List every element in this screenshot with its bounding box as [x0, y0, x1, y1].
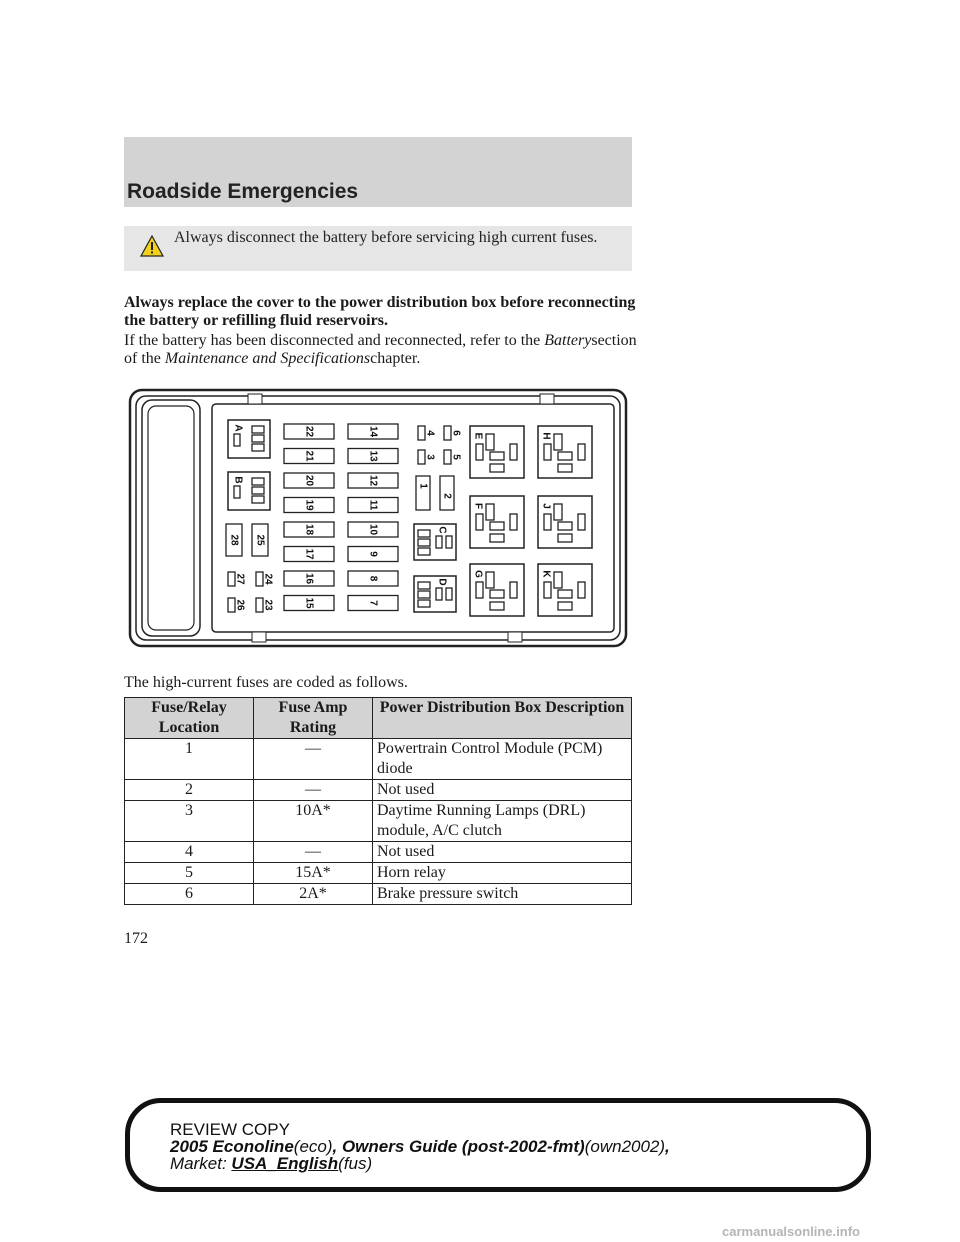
- relay-label-j: J: [540, 503, 552, 509]
- page-number: 172: [124, 930, 148, 947]
- footer-watermark-url: carmanualsonline.info: [722, 1224, 860, 1239]
- fuse-24: [256, 572, 263, 586]
- fuse-6: [444, 426, 451, 440]
- fuse-4: [418, 426, 425, 440]
- relay-label-c: C: [436, 526, 448, 534]
- warning-text: Always disconnect the battery before servicing high current fuses.: [174, 229, 598, 246]
- table-row: 2 — Not used: [125, 780, 632, 801]
- table-header-row: [125, 698, 632, 739]
- relay-label-a: A: [232, 424, 244, 432]
- table-intro: The high-current fuses are coded as follows.: [124, 674, 408, 691]
- warning-box: [124, 226, 632, 271]
- fuse-5: [444, 450, 451, 464]
- fuse-label-10: 10: [367, 523, 379, 536]
- relay-label-b: B: [232, 476, 244, 484]
- fuse-label-9: 9: [367, 551, 379, 557]
- fuse-label-21: 21: [303, 450, 315, 462]
- fuse-label-2: 2: [441, 493, 453, 499]
- fuse-label-5: 5: [450, 454, 462, 460]
- col-header-rating: Fuse Amp Rating: [254, 698, 373, 739]
- cover-instruction: Always replace the cover to the power distribution box before reconnecting the battery or refilling fluid reservoirs.: [124, 294, 636, 329]
- fuse-3: [418, 450, 425, 464]
- fuse-label-11: 11: [367, 499, 379, 511]
- fuse-23: [256, 598, 263, 612]
- fuse-label-20: 20: [303, 474, 315, 487]
- table-row: 3 10A* Daytime Running Lamps (DRL) module, A/C clutch: [125, 801, 632, 842]
- fuse-label-25: 25: [254, 534, 266, 546]
- fuse-label-28: 28: [228, 534, 240, 546]
- battery-reference: If the battery has been disconnected and reconnected, refer to the Batterysection of the Maintenance and Specificationschapter.: [124, 332, 637, 367]
- fuse-27: [228, 572, 235, 586]
- fuse-label-27: 27: [234, 573, 246, 585]
- review-copy-text: REVIEW COPY 2005 Econoline(eco), Owners Guide (post-2002-fmt)(own2002), Market: USA_English(fus): [170, 1120, 670, 1173]
- fuse-label-12: 12: [367, 474, 379, 487]
- relay-label-d: D: [436, 578, 448, 586]
- section-title: Roadside Emergencies: [127, 180, 359, 203]
- fuse-label-24: 24: [262, 573, 274, 585]
- table-row: 6 2A* Brake pressure switch: [125, 884, 632, 905]
- fuse-label-22: 22: [303, 425, 315, 438]
- fuse-label-17: 17: [303, 548, 315, 560]
- fuse-label-19: 19: [303, 499, 315, 511]
- fuse-label-8: 8: [367, 575, 379, 582]
- relay-label-h: H: [540, 432, 552, 440]
- fuse-label-14: 14: [367, 425, 379, 438]
- warning-triangle-icon: [140, 235, 164, 257]
- relay-label-k: K: [540, 570, 552, 578]
- fuse-label-7: 7: [367, 600, 379, 606]
- fuse-26: [228, 598, 235, 612]
- fuse-label-16: 16: [303, 572, 315, 585]
- high-current-fuse-table: [124, 697, 632, 905]
- relay-label-e: E: [472, 432, 484, 440]
- fuse-label-15: 15: [303, 597, 315, 609]
- fuse-label-23: 23: [262, 599, 274, 611]
- relay-label-f: F: [472, 502, 484, 510]
- power-distribution-box-diagram: [128, 388, 628, 648]
- table-row: 1 — Powertrain Control Module (PCM) diode: [125, 739, 632, 780]
- table-row: 5 15A* Horn relay: [125, 863, 632, 884]
- relay-label-g: G: [472, 570, 484, 578]
- fuse-label-1: 1: [417, 483, 429, 489]
- fuse-label-13: 13: [367, 450, 379, 462]
- col-header-location: Fuse/Relay Location: [125, 698, 254, 739]
- fuse-1: [416, 476, 430, 510]
- fuse-label-3: 3: [424, 454, 436, 460]
- table-row: 4 — Not used: [125, 842, 632, 863]
- fuse-label-6: 6: [450, 430, 462, 436]
- fuse-label-26: 26: [234, 599, 246, 611]
- fuse-label-4: 4: [424, 430, 436, 436]
- review-copy-box: [125, 1098, 871, 1192]
- fuse-label-18: 18: [303, 523, 315, 536]
- col-header-description: Power Distribution Box Description: [373, 698, 632, 739]
